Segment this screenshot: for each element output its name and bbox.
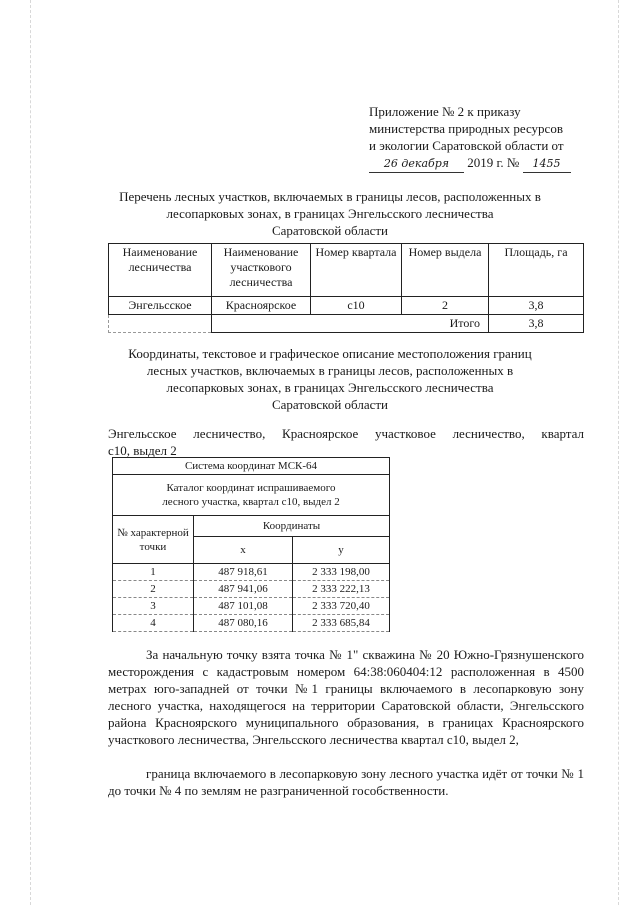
coordinates-heading-line-4: Саратовской области	[271, 397, 389, 412]
cell-forestry: Энгельсское	[109, 297, 212, 315]
cell-quarter: с10	[311, 297, 402, 315]
y-value: 2 333 198,00	[293, 564, 390, 581]
total-label: Итого	[212, 315, 489, 333]
appendix-date-line	[369, 154, 599, 173]
appendix-line-3: и экологии Саратовской области от	[369, 138, 564, 153]
point-number-header: № характерной точки	[113, 516, 194, 564]
header-forestry: Наименование лесничества	[109, 244, 212, 297]
list-heading	[80, 188, 580, 239]
cell-area: 3,8	[489, 297, 584, 315]
coordinates-table	[112, 457, 390, 632]
cell-allotment: 2	[402, 297, 489, 315]
point-number: 3	[113, 598, 194, 615]
appendix-header	[369, 103, 599, 173]
list-heading-line-3: Саратовской области	[271, 223, 389, 238]
point-number: 2	[113, 581, 194, 598]
cell-district-forestry: Красноярское	[212, 297, 311, 315]
point-number: 1	[113, 564, 194, 581]
header-quarter: Номер квартала	[311, 244, 402, 297]
y-value: 2 333 222,13	[293, 581, 390, 598]
forest-plots-table	[108, 243, 584, 333]
y-value: 2 333 720,40	[293, 598, 390, 615]
location-intro-line-2: с10, выдел 2	[108, 443, 177, 458]
scan-edge-right	[618, 0, 619, 905]
table-row	[113, 598, 390, 615]
location-intro-line-1: Энгельсское лесничество, Красноярское участковое лесничество, квартал	[108, 426, 584, 441]
table-row	[113, 564, 390, 581]
y-value: 2 333 685,84	[293, 615, 390, 632]
header-allotment: Номер выдела	[402, 244, 489, 297]
coord-header-row	[113, 516, 390, 537]
x-value: 487 941,06	[194, 581, 293, 598]
list-heading-line-1: Перечень лесных участков, включаемых в границы лесов, расположенных в	[119, 189, 541, 204]
coordinates-heading-line-3: лесопарковых зонах, в границах Энгельсского лесничества	[166, 380, 494, 395]
list-heading-line-2: лесопарковых зонах, в границах Энгельсского лесничества	[166, 206, 494, 221]
coordinates-heading	[80, 345, 580, 413]
y-header: y	[293, 537, 390, 564]
table-row	[113, 615, 390, 632]
x-value: 487 080,16	[194, 615, 293, 632]
boundary-paragraph: граница включаемого в лесопарковую зону лесного участка идёт от точки № 1 до точки № 4 по землям не разграниченной гособственности.	[108, 766, 584, 798]
point-number: 4	[113, 615, 194, 632]
catalog-cell: Каталог координат испрашиваемого лесного участка, квартал с10, выдел 2	[113, 475, 390, 516]
scan-edge-left	[30, 0, 31, 905]
handwritten-date: 26 декабря	[369, 155, 464, 173]
appendix-line-2: министерства природных ресурсов	[369, 121, 563, 136]
total-value: 3,8	[489, 315, 584, 333]
coordinates-header: Координаты	[194, 516, 390, 537]
header-district-forestry: Наименование участкового лесничества	[212, 244, 311, 297]
total-blank-cell	[109, 315, 212, 333]
header-area: Площадь, га	[489, 244, 584, 297]
table-total-row	[109, 315, 584, 333]
x-value: 487 918,61	[194, 564, 293, 581]
coord-system-row	[113, 458, 390, 475]
x-value: 487 101,08	[194, 598, 293, 615]
catalog-row	[113, 475, 390, 516]
table-header-row	[109, 244, 584, 297]
table-row	[109, 297, 584, 315]
table-row	[113, 581, 390, 598]
appendix-line-1: Приложение № 2 к приказу	[369, 104, 521, 119]
x-header: x	[194, 537, 293, 564]
coordinates-heading-line-2: лесных участков, включаемых в границы лесов, расположенных в	[146, 363, 514, 378]
appendix-year-text: 2019 г. №	[467, 155, 520, 170]
coord-system-cell: Система координат МСК-64	[113, 458, 390, 475]
handwritten-order-number: 1455	[523, 155, 571, 173]
coordinates-heading-line-1: Координаты, текстовое и графическое описание местоположения границ	[128, 346, 532, 361]
starting-point-paragraph: За начальную точку взята точка № 1" скважина № 20 Южно-Грязнушенского месторождения с кадастровым номером 64:38:060404:12 расположенная в 4500 метрах юго-западней от точки №1 границы включаемого в лесопарковую зону лесного участка, находящегося на территории Саратовской области, Энгельсского района Красноярского муниципального образования, в границах Красноярского участкового лесничества, Энгельсского лесничества квартал с10, выдел 2,	[108, 647, 584, 747]
